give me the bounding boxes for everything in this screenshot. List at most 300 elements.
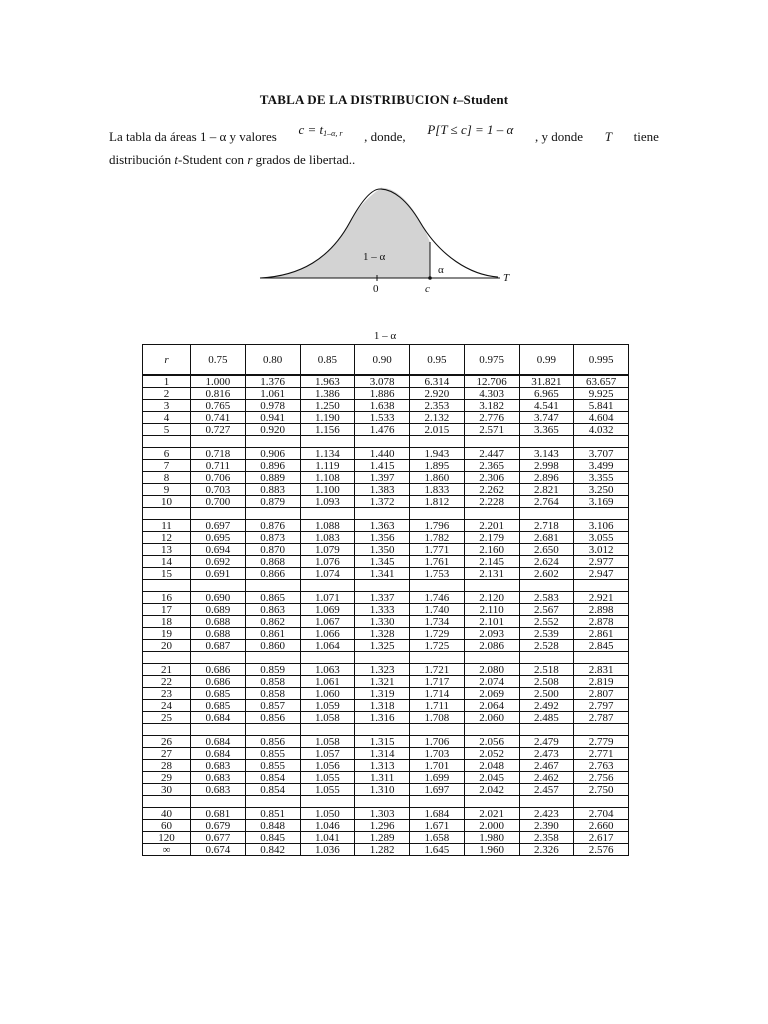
value-cell: 1.325: [355, 640, 410, 652]
value-cell: 0.694: [191, 544, 246, 556]
spacer-cell: [355, 580, 410, 592]
spacer-cell: [519, 796, 574, 808]
value-cell: 2.000: [464, 820, 519, 832]
value-cell: 1.333: [355, 604, 410, 616]
value-cell: 1.833: [410, 484, 465, 496]
table-row: [143, 532, 629, 544]
value-cell: 0.868: [245, 556, 300, 568]
value-cell: 1.000: [191, 375, 246, 388]
value-cell: 2.326: [519, 844, 574, 856]
spacer-cell: [464, 436, 519, 448]
value-cell: 4.032: [574, 424, 629, 436]
title-prefix: TABLA DE LA DISTRIBUCION: [259, 92, 450, 107]
df-cell: 22: [143, 676, 191, 688]
value-cell: 1.074: [300, 568, 355, 580]
value-cell: 2.457: [519, 784, 574, 796]
value-cell: 6.965: [519, 388, 574, 400]
value-cell: 2.977: [574, 556, 629, 568]
value-cell: 1.356: [355, 532, 410, 544]
value-cell: 1.746: [410, 592, 465, 604]
table-row: [143, 400, 629, 412]
value-cell: 1.318: [355, 700, 410, 712]
table-row: [143, 736, 629, 748]
value-cell: 0.859: [245, 664, 300, 676]
value-cell: 1.860: [410, 472, 465, 484]
value-cell: 2.201: [464, 520, 519, 532]
value-cell: 2.819: [574, 676, 629, 688]
value-cell: 2.920: [410, 388, 465, 400]
df-cell: 15: [143, 568, 191, 580]
value-cell: 0.896: [245, 460, 300, 472]
value-cell: 1.697: [410, 784, 465, 796]
value-cell: 2.998: [519, 460, 574, 472]
value-cell: 1.046: [300, 820, 355, 832]
value-cell: 1.058: [300, 736, 355, 748]
value-cell: 1.119: [300, 460, 355, 472]
spacer-cell: [355, 796, 410, 808]
value-cell: 1.706: [410, 736, 465, 748]
value-cell: 3.055: [574, 532, 629, 544]
value-cell: 0.687: [191, 640, 246, 652]
value-cell: 1.337: [355, 592, 410, 604]
value-cell: 2.064: [464, 700, 519, 712]
value-cell: 1.303: [355, 808, 410, 820]
title-variable: t: [453, 92, 457, 107]
value-cell: 2.947: [574, 568, 629, 580]
value-cell: 1.056: [300, 760, 355, 772]
t-distribution-figure: [255, 184, 525, 296]
table-row: [143, 688, 629, 700]
spacer-cell: [464, 652, 519, 664]
value-cell: 0.685: [191, 688, 246, 700]
value-cell: 1.314: [355, 748, 410, 760]
value-cell: 2.228: [464, 496, 519, 508]
spacer-cell: [410, 724, 465, 736]
table-row: [143, 748, 629, 760]
table-row: [143, 568, 629, 580]
value-cell: 0.727: [191, 424, 246, 436]
column-header: 0.975: [464, 345, 519, 376]
spacer-cell: [300, 436, 355, 448]
value-cell: 2.021: [464, 808, 519, 820]
spacer-cell: [410, 436, 465, 448]
value-cell: 2.069: [464, 688, 519, 700]
df-cell: 40: [143, 808, 191, 820]
value-cell: 1.363: [355, 520, 410, 532]
table-row: [143, 460, 629, 472]
table-spacer-row: [143, 508, 629, 520]
spacer-cell: [300, 724, 355, 736]
spacer-cell: [464, 580, 519, 592]
value-cell: 2.093: [464, 628, 519, 640]
df-cell: 18: [143, 616, 191, 628]
value-cell: 0.703: [191, 484, 246, 496]
value-cell: 1.315: [355, 736, 410, 748]
intro-text-donde: , donde,: [364, 129, 406, 144]
value-cell: 1.711: [410, 700, 465, 712]
spacer-cell: [191, 724, 246, 736]
value-cell: 3.365: [519, 424, 574, 436]
value-cell: 2.756: [574, 772, 629, 784]
value-cell: 2.086: [464, 640, 519, 652]
table-row: [143, 472, 629, 484]
table-row: [143, 832, 629, 844]
table-spacer-row: [143, 652, 629, 664]
value-cell: 1.376: [245, 375, 300, 388]
column-header: 0.85: [300, 345, 355, 376]
value-cell: 1.753: [410, 568, 465, 580]
value-cell: 6.314: [410, 375, 465, 388]
value-cell: 1.066: [300, 628, 355, 640]
value-cell: 3.747: [519, 412, 574, 424]
value-cell: 2.921: [574, 592, 629, 604]
value-cell: 2.660: [574, 820, 629, 832]
spacer-cell: [191, 580, 246, 592]
value-cell: 1.050: [300, 808, 355, 820]
value-cell: 0.865: [245, 592, 300, 604]
spacer-cell: [355, 508, 410, 520]
value-cell: 3.707: [574, 448, 629, 460]
value-cell: 1.108: [300, 472, 355, 484]
value-cell: 2.831: [574, 664, 629, 676]
value-cell: 1.316: [355, 712, 410, 724]
value-cell: 12.706: [464, 375, 519, 388]
value-cell: 1.771: [410, 544, 465, 556]
value-cell: 2.552: [519, 616, 574, 628]
df-cell: 23: [143, 688, 191, 700]
value-cell: 0.842: [245, 844, 300, 856]
table-row: [143, 604, 629, 616]
column-header: 0.995: [574, 345, 629, 376]
value-cell: 1.943: [410, 448, 465, 460]
value-cell: 1.058: [300, 712, 355, 724]
value-cell: 0.718: [191, 448, 246, 460]
table-spacer-row: [143, 796, 629, 808]
value-cell: 2.179: [464, 532, 519, 544]
value-cell: 1.440: [355, 448, 410, 460]
value-cell: 3.499: [574, 460, 629, 472]
value-cell: 2.861: [574, 628, 629, 640]
value-cell: 2.539: [519, 628, 574, 640]
t-distribution-svg: [255, 184, 525, 296]
spacer-cell: [519, 724, 574, 736]
df-cell: 9: [143, 484, 191, 496]
value-cell: 1.734: [410, 616, 465, 628]
df-cell: ∞: [143, 844, 191, 856]
value-cell: 0.679: [191, 820, 246, 832]
value-cell: 1.063: [300, 664, 355, 676]
value-cell: 0.920: [245, 424, 300, 436]
value-cell: 2.467: [519, 760, 574, 772]
value-cell: 63.657: [574, 375, 629, 388]
value-cell: 1.328: [355, 628, 410, 640]
value-cell: 0.677: [191, 832, 246, 844]
intro-line-2: [109, 150, 659, 169]
value-cell: 2.518: [519, 664, 574, 676]
value-cell: 2.787: [574, 712, 629, 724]
value-cell: 1.088: [300, 520, 355, 532]
area-label: 1 – α: [363, 251, 386, 263]
value-cell: 1.886: [355, 388, 410, 400]
value-cell: 0.741: [191, 412, 246, 424]
value-cell: 1.782: [410, 532, 465, 544]
value-cell: 1.064: [300, 640, 355, 652]
c-formula-subscript: 1–α, r: [323, 129, 343, 138]
spacer-cell: [410, 652, 465, 664]
df-cell: 16: [143, 592, 191, 604]
value-cell: 2.145: [464, 556, 519, 568]
title-suffix: –Student: [456, 92, 509, 107]
value-cell: 1.963: [300, 375, 355, 388]
value-cell: 2.896: [519, 472, 574, 484]
value-cell: 2.120: [464, 592, 519, 604]
value-cell: 1.071: [300, 592, 355, 604]
spacer-cell: [300, 652, 355, 664]
value-cell: 2.764: [519, 496, 574, 508]
value-cell: 1.057: [300, 748, 355, 760]
table-row: [143, 484, 629, 496]
spacer-cell: [410, 796, 465, 808]
value-cell: 0.848: [245, 820, 300, 832]
value-cell: 2.048: [464, 760, 519, 772]
table-header-row: [143, 345, 629, 376]
value-cell: 3.143: [519, 448, 574, 460]
value-cell: 1.190: [300, 412, 355, 424]
table-row: [143, 676, 629, 688]
table-body: [143, 375, 629, 856]
value-cell: 1.980: [464, 832, 519, 844]
intro-text-grados: grados de libertad..: [255, 152, 356, 167]
spacer-cell: [143, 436, 191, 448]
value-cell: 0.906: [245, 448, 300, 460]
value-cell: 1.093: [300, 496, 355, 508]
value-cell: 31.821: [519, 375, 574, 388]
value-cell: 9.925: [574, 388, 629, 400]
value-cell: 0.855: [245, 760, 300, 772]
value-cell: 1.289: [355, 832, 410, 844]
spacer-cell: [191, 508, 246, 520]
spacer-cell: [519, 580, 574, 592]
spacer-cell: [574, 652, 629, 664]
value-cell: 0.692: [191, 556, 246, 568]
value-cell: 1.812: [410, 496, 465, 508]
spacer-cell: [574, 724, 629, 736]
intro-paragraph: [109, 122, 659, 169]
value-cell: 2.042: [464, 784, 519, 796]
value-cell: 1.319: [355, 688, 410, 700]
value-cell: 4.604: [574, 412, 629, 424]
value-cell: 1.079: [300, 544, 355, 556]
value-cell: 2.110: [464, 604, 519, 616]
value-cell: 1.296: [355, 820, 410, 832]
value-cell: 1.372: [355, 496, 410, 508]
value-cell: 0.684: [191, 736, 246, 748]
table-spacer-row: [143, 436, 629, 448]
value-cell: 0.683: [191, 760, 246, 772]
value-cell: 1.100: [300, 484, 355, 496]
table-row: [143, 544, 629, 556]
spacer-cell: [464, 796, 519, 808]
value-cell: 4.541: [519, 400, 574, 412]
df-cell: 120: [143, 832, 191, 844]
value-cell: 3.182: [464, 400, 519, 412]
value-cell: 0.879: [245, 496, 300, 508]
value-cell: 0.691: [191, 568, 246, 580]
value-cell: 0.674: [191, 844, 246, 856]
table-row: [143, 496, 629, 508]
value-cell: 2.681: [519, 532, 574, 544]
value-cell: 3.012: [574, 544, 629, 556]
df-cell: 6: [143, 448, 191, 460]
value-cell: 1.345: [355, 556, 410, 568]
column-header: 0.90: [355, 345, 410, 376]
value-cell: 1.671: [410, 820, 465, 832]
value-cell: 1.282: [355, 844, 410, 856]
table-row: [143, 628, 629, 640]
value-cell: 0.978: [245, 400, 300, 412]
spacer-cell: [574, 508, 629, 520]
df-cell: 24: [143, 700, 191, 712]
df-cell: 21: [143, 664, 191, 676]
value-cell: 1.069: [300, 604, 355, 616]
value-cell: 1.533: [355, 412, 410, 424]
value-cell: 0.765: [191, 400, 246, 412]
value-cell: 1.350: [355, 544, 410, 556]
value-cell: 2.821: [519, 484, 574, 496]
value-cell: 2.479: [519, 736, 574, 748]
value-cell: 1.708: [410, 712, 465, 724]
value-cell: 2.845: [574, 640, 629, 652]
zero-label: 0: [373, 283, 379, 295]
value-cell: 2.423: [519, 808, 574, 820]
spacer-cell: [519, 508, 574, 520]
spacer-cell: [355, 436, 410, 448]
value-cell: 3.250: [574, 484, 629, 496]
column-header: 0.80: [245, 345, 300, 376]
value-cell: 0.684: [191, 748, 246, 760]
spacer-cell: [464, 724, 519, 736]
value-cell: 1.761: [410, 556, 465, 568]
value-cell: 1.684: [410, 808, 465, 820]
value-cell: 2.462: [519, 772, 574, 784]
table-row: [143, 556, 629, 568]
value-cell: 2.776: [464, 412, 519, 424]
value-cell: 2.704: [574, 808, 629, 820]
table-row: [143, 448, 629, 460]
value-cell: 1.310: [355, 784, 410, 796]
df-cell: 17: [143, 604, 191, 616]
spacer-cell: [245, 796, 300, 808]
intro-r-letter: r: [247, 152, 253, 167]
value-cell: 1.725: [410, 640, 465, 652]
value-cell: 0.856: [245, 712, 300, 724]
value-cell: 1.796: [410, 520, 465, 532]
table-spacer-row: [143, 580, 629, 592]
spacer-cell: [574, 796, 629, 808]
spacer-cell: [519, 436, 574, 448]
spacer-cell: [245, 508, 300, 520]
table-row: [143, 844, 629, 856]
spacer-cell: [191, 796, 246, 808]
table-row: [143, 520, 629, 532]
spacer-cell: [143, 652, 191, 664]
value-cell: 2.358: [519, 832, 574, 844]
spacer-cell: [300, 796, 355, 808]
value-cell: 0.858: [245, 676, 300, 688]
value-cell: 0.711: [191, 460, 246, 472]
spacer-cell: [355, 652, 410, 664]
value-cell: 1.055: [300, 772, 355, 784]
value-cell: 1.386: [300, 388, 355, 400]
df-cell: 28: [143, 760, 191, 772]
value-cell: 0.862: [245, 616, 300, 628]
value-cell: 3.355: [574, 472, 629, 484]
value-cell: 3.106: [574, 520, 629, 532]
value-cell: 1.041: [300, 832, 355, 844]
value-cell: 2.576: [574, 844, 629, 856]
value-cell: 2.306: [464, 472, 519, 484]
c-label: c: [425, 283, 430, 295]
spacer-cell: [143, 508, 191, 520]
df-cell: 27: [143, 748, 191, 760]
value-cell: 1.134: [300, 448, 355, 460]
value-cell: 1.397: [355, 472, 410, 484]
value-cell: 2.718: [519, 520, 574, 532]
value-cell: 1.476: [355, 424, 410, 436]
value-cell: 0.873: [245, 532, 300, 544]
spacer-cell: [143, 724, 191, 736]
value-cell: 1.321: [355, 676, 410, 688]
value-cell: 0.816: [191, 388, 246, 400]
df-cell: 11: [143, 520, 191, 532]
c-formula: [298, 120, 342, 143]
df-cell: 25: [143, 712, 191, 724]
df-cell: 60: [143, 820, 191, 832]
spacer-cell: [574, 580, 629, 592]
value-cell: 1.703: [410, 748, 465, 760]
value-cell: 3.078: [355, 375, 410, 388]
value-cell: 2.583: [519, 592, 574, 604]
value-cell: 0.685: [191, 700, 246, 712]
value-cell: 1.341: [355, 568, 410, 580]
value-cell: 0.684: [191, 712, 246, 724]
value-cell: 2.045: [464, 772, 519, 784]
value-cell: 2.262: [464, 484, 519, 496]
table-row: [143, 808, 629, 820]
value-cell: 2.056: [464, 736, 519, 748]
column-header: 0.75: [191, 345, 246, 376]
value-cell: 0.857: [245, 700, 300, 712]
df-cell: 12: [143, 532, 191, 544]
df-cell: 19: [143, 628, 191, 640]
spacer-cell: [410, 508, 465, 520]
intro-line-1: [109, 122, 659, 150]
value-cell: 2.160: [464, 544, 519, 556]
spacer-cell: [464, 508, 519, 520]
table-row: [143, 700, 629, 712]
value-cell: 2.567: [519, 604, 574, 616]
value-cell: 2.779: [574, 736, 629, 748]
value-cell: 0.706: [191, 472, 246, 484]
value-cell: 0.860: [245, 640, 300, 652]
value-cell: 0.686: [191, 664, 246, 676]
value-cell: 2.602: [519, 568, 574, 580]
column-header: 0.95: [410, 345, 465, 376]
table-row: [143, 388, 629, 400]
value-cell: 1.699: [410, 772, 465, 784]
value-cell: 0.688: [191, 628, 246, 640]
value-cell: 2.101: [464, 616, 519, 628]
